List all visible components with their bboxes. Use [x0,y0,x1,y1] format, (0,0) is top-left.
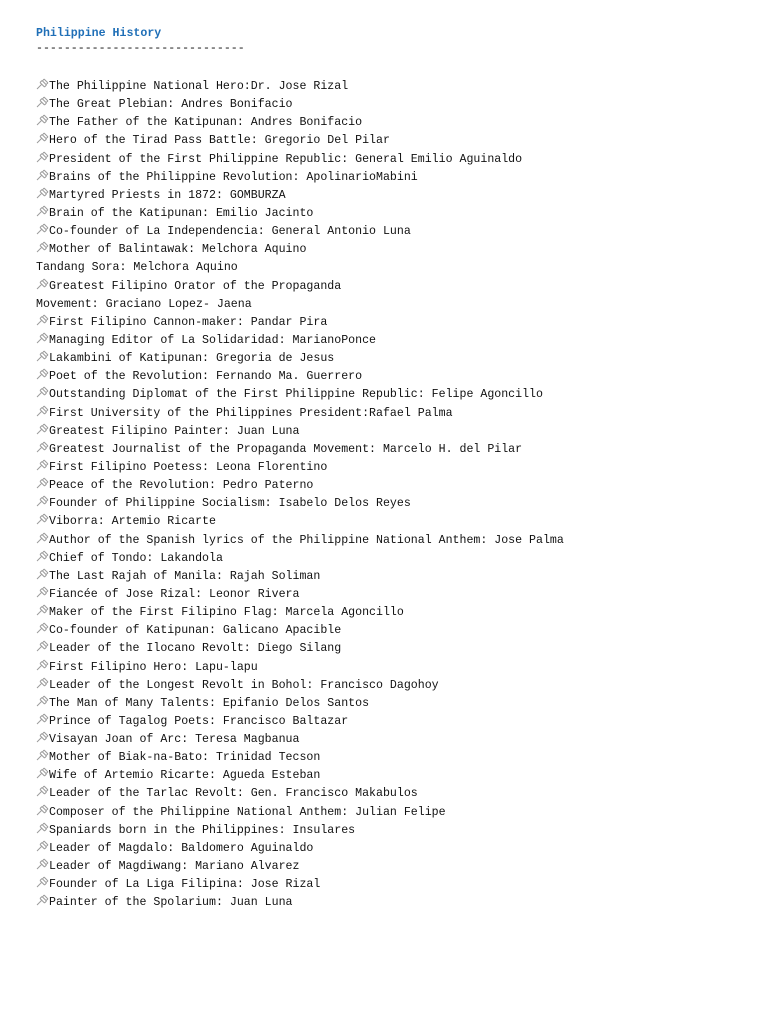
fact-text: Brains of the Philippine Revolution: ApolinarioMabini [49,170,418,184]
pushpin-icon [36,731,49,743]
pushpin-icon [36,423,49,435]
fact-text: Leader of the Tarlac Revolt: Gen. Francisco Makabulos [49,787,418,801]
list-item [36,840,756,858]
list-item [36,223,756,241]
pushpin-icon [36,604,49,616]
pushpin-icon [36,350,49,362]
pushpin-icon [36,767,49,779]
fact-text: Greatest Filipino Orator of the Propaganda [49,279,342,293]
list-item [36,114,756,132]
pushpin-icon [36,513,49,525]
pushpin-icon [36,151,49,163]
pushpin-icon [36,278,49,290]
list-item [36,441,756,459]
pushpin-icon [36,386,49,398]
list-item [36,368,756,386]
fact-text: Leader of Magdalo: Baldomero Aguinaldo [49,841,314,855]
fact-text: The Great Plebian: Andres Bonifacio [49,98,293,112]
fact-text: Brain of the Katipunan: Emilio Jacinto [49,206,314,220]
list-item [36,858,756,876]
list-item [36,767,756,785]
pushpin-icon [36,876,49,888]
list-item [36,550,756,568]
pushpin-icon [36,114,49,126]
fact-text: Martyred Priests in 1872: GOMBURZA [49,188,286,202]
pushpin-icon [36,568,49,580]
list-item [36,314,756,332]
fact-text: Mother of Balintawak: Melchora Aquino [49,243,307,257]
fact-text: First Filipino Cannon-maker: Pandar Pira [49,315,328,329]
list-item [36,695,756,713]
spacer [36,56,756,78]
list-item [36,78,756,96]
pushpin-icon [36,894,49,906]
fact-text: Tandang Sora: Melchora Aquino [36,261,238,275]
fact-text: Founder of La Liga Filipina: Jose Rizal [49,878,321,892]
fact-text: Leader of the Ilocano Revolt: Diego Silang [49,642,342,656]
title-underline: ------------------------------ [36,42,245,55]
list-item [36,622,756,640]
fact-text: Movement: Graciano Lopez- Jaena [36,297,252,311]
list-item [36,713,756,731]
list-item [36,96,756,114]
fact-text: Composer of the Philippine National Anthem: Julian Felipe [49,805,446,819]
list-item [36,459,756,477]
pushpin-icon [36,78,49,90]
fact-text: First Filipino Hero: Lapu-lapu [49,660,258,674]
fact-text: Author of the Spanish lyrics of the Philippine National Anthem: Jose Palma [49,533,564,547]
pushpin-icon [36,495,49,507]
list-item [36,532,756,550]
fact-text: The Man of Many Talents: Epifanio Delos Santos [49,696,370,710]
list-item [36,876,756,894]
fact-text: The Last Rajah of Manila: Rajah Soliman [49,569,321,583]
pushpin-icon [36,640,49,652]
list-item [36,405,756,423]
document-content [36,26,756,912]
list-item [36,513,756,531]
pushpin-icon [36,713,49,725]
list-item [36,350,756,368]
list-item [36,677,756,695]
pushpin-icon [36,804,49,816]
list-item [36,604,756,622]
pushpin-icon [36,586,49,598]
fact-text: Leader of the Longest Revolt in Bohol: Francisco Dagohoy [49,678,439,692]
list-item [36,640,756,658]
list-item [36,187,756,205]
fact-text: The Father of the Katipunan: Andres Bonifacio [49,116,363,130]
fact-text: Maker of the First Filipino Flag: Marcela Agoncillo [49,606,404,620]
fact-text: Peace of the Revolution: Pedro Paterno [49,479,314,493]
list-item [36,822,756,840]
list-item [36,241,756,259]
list-item [36,278,756,296]
fact-text: Hero of the Tirad Pass Battle: Gregorio Del Pilar [49,134,390,148]
list-item [36,132,756,150]
pushpin-icon [36,368,49,380]
pushpin-icon [36,169,49,181]
fact-text: Prince of Tagalog Poets: Francisco Baltazar [49,714,349,728]
fact-text: Painter of the Spolarium: Juan Luna [49,896,293,910]
pushpin-icon [36,96,49,108]
list-item [36,731,756,749]
pushpin-icon [36,677,49,689]
list-item [36,749,756,767]
list-item [36,296,756,314]
fact-text: Greatest Filipino Painter: Juan Luna [49,424,300,438]
list-item [36,386,756,404]
pushpin-icon [36,477,49,489]
pushpin-icon [36,822,49,834]
pushpin-icon [36,695,49,707]
pushpin-icon [36,205,49,217]
pushpin-icon [36,659,49,671]
fact-text: President of the First Philippine Republic: General Emilio Aguinaldo [49,152,523,166]
pushpin-icon [36,132,49,144]
list-item [36,205,756,223]
fact-text: Fiancée of Jose Rizal: Leonor Rivera [49,587,300,601]
list-item [36,894,756,912]
fact-text: Viborra: Artemio Ricarte [49,515,216,529]
list-item [36,785,756,803]
pushpin-icon [36,332,49,344]
list-item [36,423,756,441]
list-item [36,586,756,604]
list-item [36,659,756,677]
list-item [36,151,756,169]
list-item [36,568,756,586]
pushpin-icon [36,314,49,326]
pushpin-icon [36,441,49,453]
pushpin-icon [36,405,49,417]
fact-text: Leader of Magdiwang: Mariano Alvarez [49,860,300,874]
pushpin-icon [36,749,49,761]
fact-list [36,78,756,912]
pushpin-icon [36,223,49,235]
fact-text: First University of the Philippines President:Rafael Palma [49,406,453,420]
fact-text: Spaniards born in the Philippines: Insulares [49,823,356,837]
fact-text: Outstanding Diplomat of the First Philippine Republic: Felipe Agoncillo [49,388,543,402]
pushpin-icon [36,622,49,634]
fact-text: Poet of the Revolution: Fernando Ma. Guerrero [49,370,363,384]
list-item [36,495,756,513]
document-title: Philippine History [36,27,162,40]
pushpin-icon [36,785,49,797]
fact-text: Wife of Artemio Ricarte: Agueda Esteban [49,769,321,783]
pushpin-icon [36,187,49,199]
pushpin-icon [36,459,49,471]
pushpin-icon [36,840,49,852]
list-item [36,804,756,822]
list-item [36,259,756,277]
fact-text: Co-founder of Katipunan: Galicano Apacible [49,624,342,638]
pushpin-icon [36,241,49,253]
fact-text: Founder of Philippine Socialism: Isabelo Delos Reyes [49,497,411,511]
fact-text: Managing Editor of La Solidaridad: MarianoPonce [49,333,376,347]
fact-text: Visayan Joan of Arc: Teresa Magbanua [49,733,300,747]
list-item [36,477,756,495]
fact-text: First Filipino Poetess: Leona Florentino [49,460,328,474]
fact-text: Co-founder of La Independencia: General Antonio Luna [49,225,411,239]
pushpin-icon [36,550,49,562]
fact-text: The Philippine National Hero:Dr. Jose Rizal [49,80,349,93]
pushpin-icon [36,858,49,870]
fact-text: Greatest Journalist of the Propaganda Movement: Marcelo H. del Pilar [49,442,523,456]
list-item [36,169,756,187]
list-item [36,332,756,350]
fact-text: Chief of Tondo: Lakandola [49,551,223,565]
fact-text: Mother of Biak-na-Bato: Trinidad Tecson [49,751,321,765]
pushpin-icon [36,532,49,544]
fact-text: Lakambini of Katipunan: Gregoria de Jesus [49,352,335,366]
